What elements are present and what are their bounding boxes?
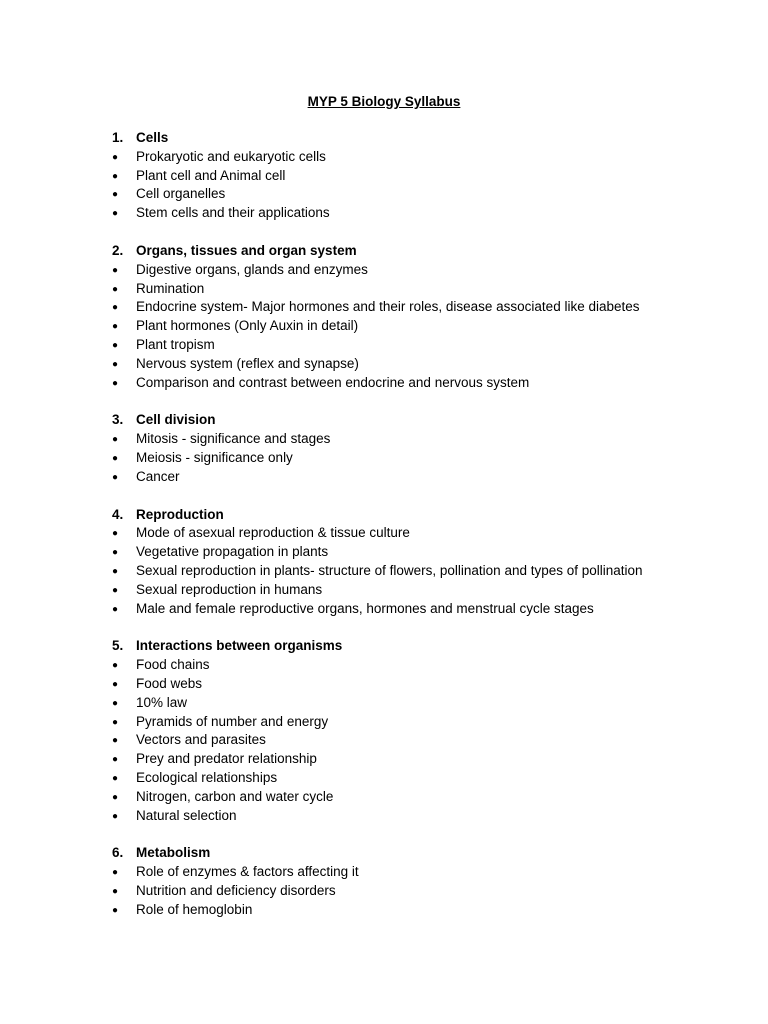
section-heading-text: Metabolism [136,845,211,861]
bullet-list [112,524,732,618]
list-item [112,713,732,732]
list-item-text: Nervous system (reflex and synapse) [136,355,359,371]
list-item-text: Role of enzymes & factors affecting it [136,864,359,880]
section-number: 5. [112,638,124,654]
section-heading-text: Interactions between organisms [136,638,343,654]
list-item [112,675,732,694]
list-item [112,600,732,619]
list-item-text: Pyramids of number and energy [136,713,329,729]
list-item-text: Food chains [136,657,210,673]
bullet-list [112,261,732,393]
bullet-list [112,430,732,486]
list-item [112,167,732,186]
bullet-icon: ● [112,716,119,728]
list-item [112,807,732,826]
bullet-icon: ● [112,339,119,351]
list-item [112,355,732,374]
bullet-icon: ● [112,754,119,766]
bullet-icon: ● [112,584,119,596]
bullet-icon: ● [112,264,119,276]
syllabus-sections [112,129,732,938]
list-item [112,901,732,920]
bullet-icon: ● [112,471,119,483]
list-item [112,581,732,600]
list-item-text: Cancer [136,468,180,484]
list-item-text: Rumination [136,280,205,296]
bullet-icon: ● [112,565,119,577]
list-item-text: Mode of asexual reproduction & tissue culture [136,525,410,541]
list-item [112,148,732,167]
section-number: 4. [112,506,124,522]
bullet-icon: ● [112,772,119,784]
section-heading [112,242,732,261]
syllabus-section [112,129,732,223]
list-item [112,882,732,901]
section-heading-text: Cells [136,130,169,145]
syllabus-section [112,637,732,825]
list-item-text: Male and female reproductive organs, hormones and menstrual cycle stages [136,600,594,616]
bullet-icon: ● [112,302,119,314]
bullet-icon: ● [112,904,119,916]
list-item [112,204,732,223]
bullet-icon: ● [112,434,119,446]
list-item-text: Prokaryotic and eukaryotic cells [136,148,326,164]
list-item [112,788,732,807]
page-title: MYP 5 Biology Syllabus [307,94,461,109]
list-item [112,261,732,280]
bullet-icon: ● [112,885,119,897]
bullet-icon: ● [112,697,119,709]
bullet-list [112,863,732,919]
bullet-list [112,148,732,223]
bullet-icon: ● [112,321,119,333]
list-item [112,336,732,355]
bullet-icon: ● [112,547,119,559]
list-item-text: Ecological relationships [136,769,278,785]
list-item-text: 10% law [136,694,188,710]
list-item [112,524,732,543]
bullet-icon: ● [112,603,119,615]
list-item-text: Endocrine system- Major hormones and their roles, disease associated like diabetes [136,299,640,315]
syllabus-section [112,844,732,919]
list-item-text: Nutrition and deficiency disorders [136,882,336,898]
list-item [112,750,732,769]
list-item-text: Vectors and parasites [136,732,266,748]
list-item-text: Stem cells and their applications [136,205,330,221]
bullet-icon: ● [112,867,119,879]
section-heading-text: Organs, tissues and organ system [136,242,357,258]
list-item [112,468,732,487]
list-item [112,769,732,788]
list-item-text: Natural selection [136,807,237,823]
bullet-icon: ● [112,358,119,370]
section-heading [112,411,732,430]
list-item [112,430,732,449]
bullet-icon: ● [112,283,119,295]
list-item [112,656,732,675]
list-item [112,374,732,393]
list-item-text: Nitrogen, carbon and water cycle [136,788,334,804]
list-item [112,731,732,750]
bullet-icon: ● [112,170,119,182]
list-item-text: Meiosis - significance only [136,449,293,465]
section-heading-text: Cell division [136,412,216,428]
list-item [112,449,732,468]
list-item-text: Sexual reproduction in humans [136,581,323,597]
list-item-text: Sexual reproduction in plants- structure of flowers, pollination and types of pollination [136,562,643,578]
section-number: 1. [112,130,124,145]
bullet-icon: ● [112,151,119,163]
syllabus-section [112,242,732,392]
bullet-icon: ● [112,528,119,540]
list-item-text: Role of hemoglobin [136,901,253,917]
bullet-icon: ● [112,377,119,389]
list-item-text: Mitosis - significance and stages [136,431,331,447]
section-heading-text: Reproduction [136,506,224,522]
list-item-text: Prey and predator relationship [136,751,317,767]
list-item [112,694,732,713]
syllabus-section [112,506,732,619]
bullet-icon: ● [112,735,119,747]
section-heading [112,506,732,525]
list-item-text: Plant hormones (Only Auxin in detail) [136,318,359,334]
list-item [112,317,732,336]
list-item-text: Vegetative propagation in plants [136,544,329,560]
list-item [112,562,732,581]
list-item [112,863,732,882]
list-item [112,185,732,204]
bullet-icon: ● [112,810,119,822]
list-item-text: Food webs [136,675,203,691]
section-number: 3. [112,412,124,428]
section-heading [112,844,732,863]
bullet-icon: ● [112,791,119,803]
list-item-text: Comparison and contrast between endocrine and nervous system [136,374,530,390]
list-item [112,543,732,562]
bullet-icon: ● [112,678,119,690]
bullet-icon: ● [112,660,119,672]
list-item-text: Plant cell and Animal cell [136,167,286,183]
bullet-icon: ● [112,452,119,464]
bullet-icon: ● [112,208,119,220]
list-item-text: Plant tropism [136,336,215,352]
list-item-text: Cell organelles [136,186,226,202]
bullet-icon: ● [112,189,119,201]
section-number: 2. [112,242,124,258]
list-item [112,298,732,317]
bullet-list [112,656,732,825]
syllabus-section [112,411,732,486]
section-heading [112,637,732,656]
section-heading [112,129,732,148]
list-item [112,280,732,299]
list-item-text: Digestive organs, glands and enzymes [136,261,368,277]
section-number: 6. [112,845,124,861]
